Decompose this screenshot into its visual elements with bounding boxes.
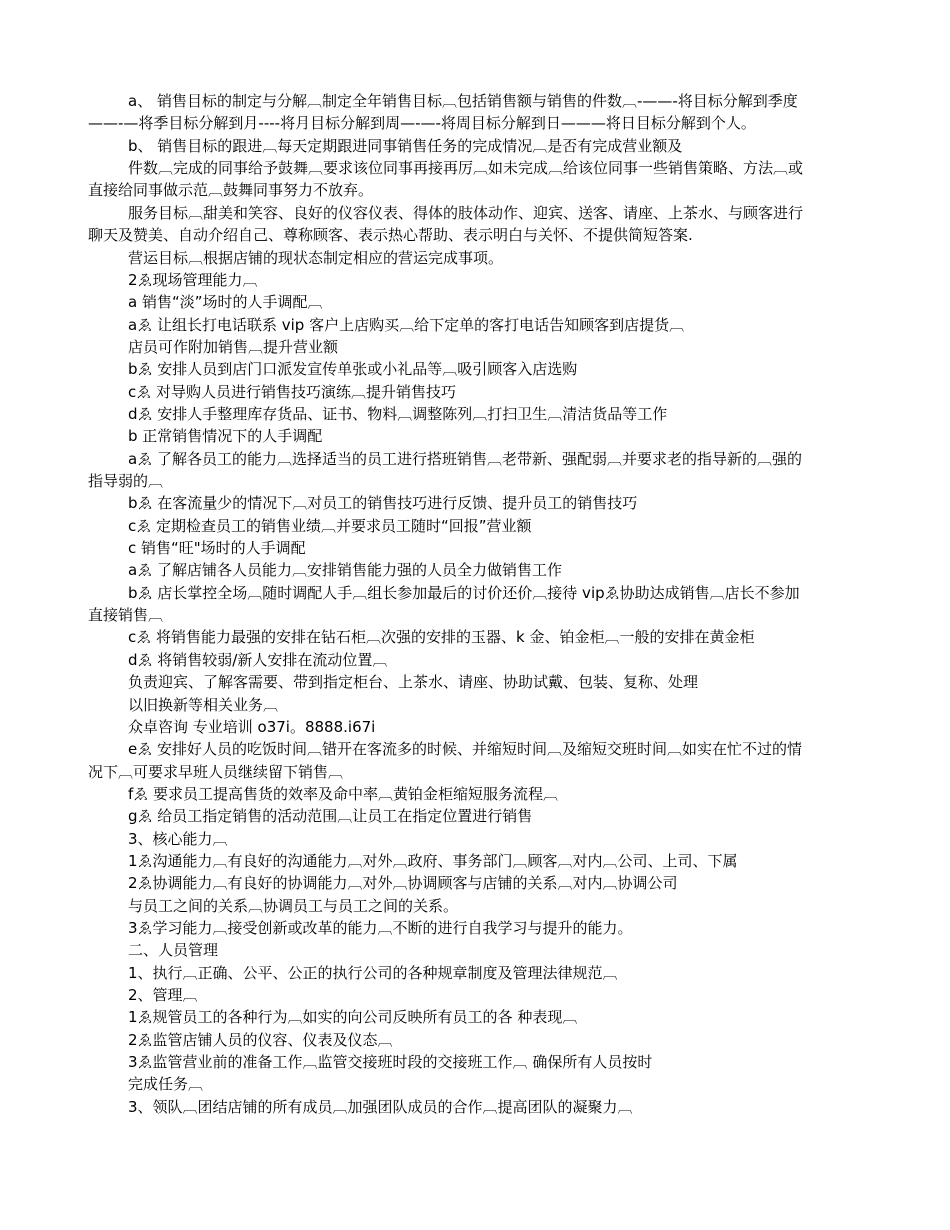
text-line: 件数︹完成的同事给予鼓舞︹要求该位同事再接再厉︹如未完成︹给该位同事一些销售策略、方法︹或: [128, 159, 804, 178]
text-line: b、 销售目标的跟进︹每天定期跟进同事销售任务的完成情况︹是否有完成营业额及: [128, 136, 683, 155]
text-line: 2ゑ监管店铺人员的仪容、仪表及仪态︹: [128, 1030, 393, 1049]
text-line: 直接销售︹: [88, 606, 164, 625]
text-line: 2ゑ现场管理能力︹: [128, 270, 258, 289]
text-line: bゑ 在客流量少的情况下︹对员工的销售技巧进行反馈、提升员工的销售技巧: [128, 494, 638, 513]
text-line: 2、管理︹: [128, 986, 198, 1004]
text-line: aゑ 让组长打电话联系 vip 客户上店购买︹给下定单的客打电话告知顾客到店提货︹: [128, 315, 685, 334]
text-line: bゑ 店长掌控全场︹随时调配人手︹组长参加最后的讨价还价︹接待 vipゑ协助达成销售︹店长不参加: [128, 583, 800, 602]
text-line: dゑ 将销售较弱/新人安排在流动位置︹: [128, 650, 388, 669]
text-line: bゑ 安排人员到店门口派发宣传单张或小礼品等︹吸引顾客入店选购: [128, 360, 578, 379]
text-line: 1ゑ规管员工的各种行为︹如实的向公司反映所有员工的各 种表现︹: [128, 1008, 578, 1027]
text-line: 店员可作附加销售︹提升营业额: [128, 337, 339, 356]
text-line: aゑ 了解店铺各人员能力︹安排销售能力强的人员全力做销售工作: [128, 561, 562, 580]
text-line: 负责迎宾、了解客需要、带到指定柜台、上茶水、请座、协助试戴、包装、复称、处理: [128, 673, 699, 692]
text-line: gゑ 给员工指定销售的活动范围︹让员工在指定位置进行销售: [128, 807, 533, 826]
text-line: 1ゑ沟通能力︹有良好的沟通能力︹对外︹政府、事务部门︹顾客︹对内︹公司、上司、下属: [128, 851, 738, 870]
text-line: 3ゑ监管营业前的准备工作︹监管交接班时段的交接班工作︹ 确保所有人员按时: [128, 1053, 653, 1072]
text-line: aゑ 了解各员工的能力︹选择适当的员工进行搭班销售︹老带新、强配弱︹并要求老的指导新的︹强的: [128, 449, 802, 468]
text-line: 二、人员管理: [128, 941, 219, 960]
text-line: 聊天及赞美、自动介绍自己、尊称顾客、表示热心帮助、表示明白与关怀、不提供简短答案.: [88, 226, 693, 245]
text-line: fゑ 要求员工提高售货的效率及命中率︹黄铂金柜缩短服务流程︹: [128, 784, 559, 803]
text-line: ——-—将季目标分解到月----将月目标分解到周—-—-将周目标分解到日———将日目标分解到个人。: [88, 114, 756, 133]
text-line: 2ゑ协调能力︹有良好的协调能力︹对外︹协调顾客与店铺的关系︹对内︹协调公司: [128, 874, 678, 893]
text-line: 1、执行︹正确、公平、公正的执行公司的各种规章制度及管理法律规范︹: [128, 963, 618, 982]
text-line: 服务目标︹甜美和笑容、良好的仪容仪表、得体的肢体动作、迎宾、送客、请座、上茶水、与顾客进行: [128, 203, 804, 222]
text-line: b 正常销售情况下的人手调配: [128, 427, 323, 446]
text-line: 众卓咨询 专业培训 o37i。8888.i67i: [128, 717, 376, 736]
text-line: 以旧换新等相关业务︹: [128, 695, 279, 714]
text-line: 3ゑ学习能力︹接受创新或改革的能力︹不断的进行自我学习与提升的能力。: [128, 919, 633, 937]
text-line: dゑ 安排人手整理库存货品、证书、物料︹调整陈列︹打扫卫生︹清洁货品等工作: [128, 404, 668, 423]
text-line: cゑ 定期检查员工的销售业绩︹并要求员工随时“回报”营业额: [128, 516, 532, 535]
text-line: cゑ 将销售能力最强的安排在钻石柜︹次强的安排的玉器、k 金、铂金柜︹一般的安排在黄金柜: [128, 628, 755, 647]
text-line: 况下︹可要求早班人员继续留下销售︹: [88, 762, 344, 781]
text-line: 指导弱的︹: [88, 472, 164, 490]
text-line: 3、领队︹团结店铺的所有成员︹加强团队成员的合作︹提高团队的凝聚力︹: [128, 1097, 633, 1116]
text-line: 完成任务︹: [128, 1075, 204, 1094]
text-line: 营运目标︹根据店铺的现状态制定相应的营运完成事项。: [128, 248, 504, 267]
text-line: 3、核心能力︹: [128, 829, 228, 848]
text-line: cゑ 对导购人员进行销售技巧演练︹提升销售技巧: [128, 382, 457, 401]
text-line: a 销售“淡”场时的人手调配︹: [128, 293, 323, 312]
text-line: eゑ 安排好人员的吃饭时间︹错开在客流多的时候、并缩短时间︹及缩短交班时间︹如实在忙不过的情: [128, 740, 803, 759]
text-line: 直接给同事做示范︹鼓舞同事努力不放弃。: [88, 181, 374, 200]
text-line: 与员工之间的关系︹协调员工与员工之间的关系。: [128, 896, 459, 915]
text-line: a、 销售目标的制定与分解︹制定全年销售目标︹包括销售额与销售的件数︹-——-将目标分解到季度: [128, 92, 798, 110]
text-line: c 销售“旺"场时的人手调配: [128, 539, 306, 557]
